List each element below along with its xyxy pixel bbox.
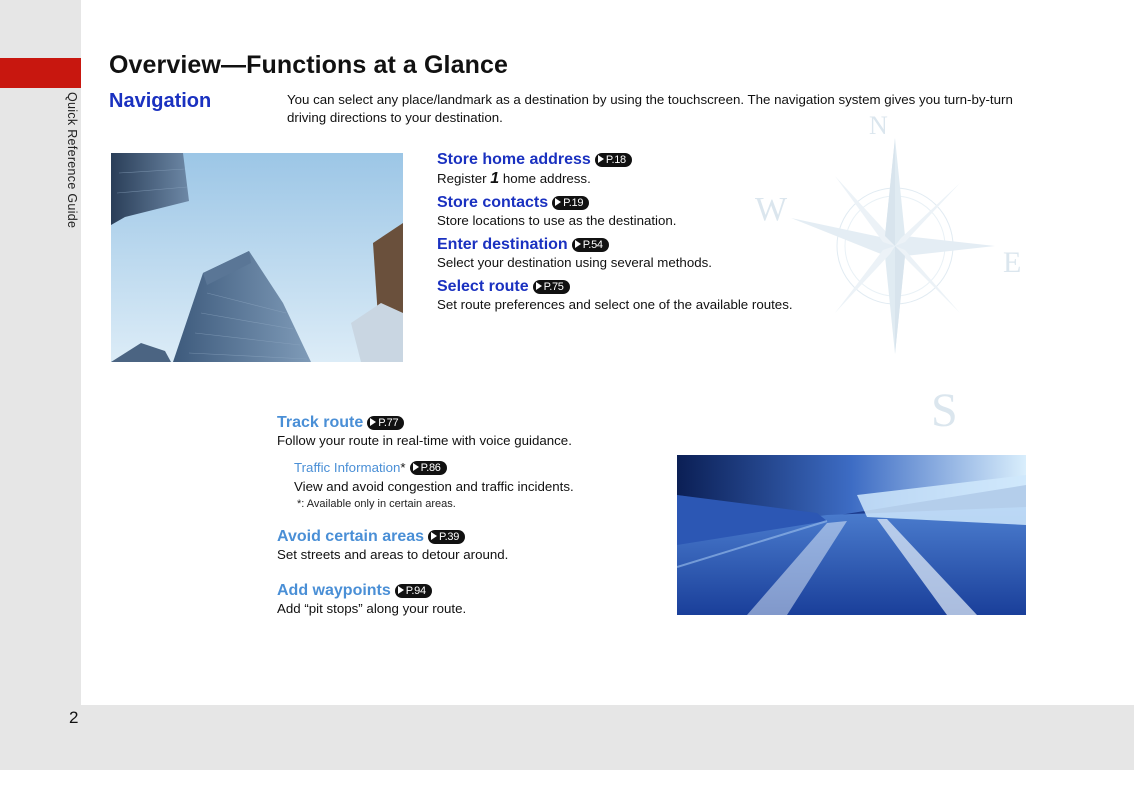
feature-title[interactable]: Enter destination xyxy=(437,236,568,253)
compass-north-letter: N xyxy=(869,111,888,140)
arrow-right-icon xyxy=(431,532,437,540)
page-reference-badge[interactable]: P.18 xyxy=(595,153,632,167)
compass-rose-watermark xyxy=(755,108,1035,438)
feature-description: Follow your route in real-time with voice guidance. xyxy=(277,433,572,448)
feature-store-home-address: Store home address P.18 Register 1 home address. xyxy=(437,151,632,188)
compass-west-letter: W xyxy=(755,191,788,228)
arrow-right-icon xyxy=(598,155,604,163)
page-reference-badge[interactable]: P.86 xyxy=(410,461,447,475)
skyscraper-photo xyxy=(111,153,403,362)
feature-description: Set streets and areas to detour around. xyxy=(277,547,509,562)
feature-description: Store locations to use as the destination. xyxy=(437,213,677,228)
page-reference-badge[interactable]: P.77 xyxy=(367,416,404,430)
feature-description: View and avoid congestion and traffic incidents. xyxy=(294,479,574,494)
section-intro: You can select any place/landmark as a destination by using the touchscreen. The navigation system gives you turn-by-turn driving directions to your destination. xyxy=(287,92,1013,125)
feature-description: Set route preferences and select one of the available routes. xyxy=(437,297,793,312)
page-number: 2 xyxy=(69,708,79,727)
feature-description: Add “pit stops” along your route. xyxy=(277,601,467,616)
feature-title[interactable]: Select route xyxy=(437,278,529,295)
feature-track-route xyxy=(277,414,572,448)
page-title: Overview—Functions at a Glance xyxy=(109,51,508,79)
feature-title[interactable]: Add waypoints xyxy=(277,582,391,599)
page-reference-badge[interactable]: P.39 xyxy=(428,530,465,544)
arrow-right-icon xyxy=(398,586,404,594)
feature-title[interactable]: Traffic Information xyxy=(294,460,401,475)
feature-enter-destination xyxy=(437,236,712,270)
section-heading: Navigation xyxy=(109,90,212,112)
page-reference-badge[interactable]: P.94 xyxy=(395,584,432,598)
page-reference-badge[interactable]: P.19 xyxy=(552,196,589,210)
footer-band xyxy=(0,705,1134,770)
feature-title[interactable]: Avoid certain areas xyxy=(277,528,425,545)
feature-avoid-certain-areas xyxy=(277,528,508,562)
feature-title[interactable]: Store home address xyxy=(437,151,591,168)
arrow-right-icon xyxy=(575,240,581,248)
home-count-number: 1 xyxy=(490,170,500,187)
page-reference-badge[interactable]: P.54 xyxy=(572,238,609,252)
compass-east-letter: E xyxy=(1003,246,1022,279)
page-reference-badge[interactable]: P.75 xyxy=(533,280,570,294)
feature-title[interactable]: Store contacts xyxy=(437,194,549,211)
compass-south-letter: S xyxy=(931,384,958,437)
feature-title[interactable]: Track route xyxy=(277,414,364,431)
feature-description: Select your destination using several methods. xyxy=(437,255,712,270)
arrow-right-icon xyxy=(370,418,376,426)
feature-add-waypoints xyxy=(277,582,466,616)
highway-tunnel-photo xyxy=(677,455,1026,615)
arrow-right-icon xyxy=(555,198,561,206)
side-guide-label: Quick Reference Guide xyxy=(65,92,79,229)
arrow-right-icon xyxy=(536,282,542,290)
arrow-right-icon xyxy=(413,463,419,471)
feature-store-contacts xyxy=(437,194,677,228)
section-tab-marker xyxy=(0,58,81,88)
feature-traffic-information: Traffic Information* P.86 View and avoid congestion and traffic incidents. *: Available only in certain areas. xyxy=(294,460,574,510)
footnote: *: Available only in certain areas. xyxy=(297,498,456,510)
feature-select-route xyxy=(437,278,793,312)
